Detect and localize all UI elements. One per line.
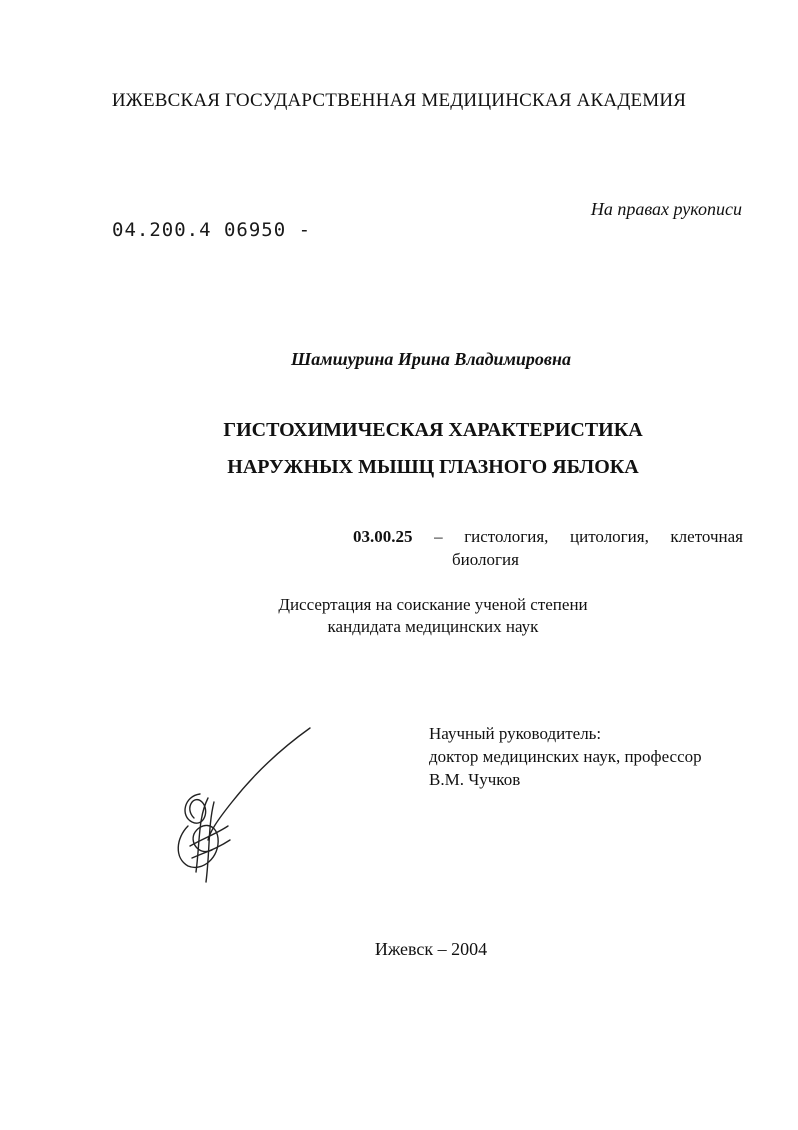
supervisor-label: Научный руководитель:	[429, 724, 602, 743]
rights-note: На правах рукописи	[590, 199, 742, 219]
specialty-word: цитология,	[570, 527, 649, 546]
institution-name: ИЖЕВСКАЯ ГОСУДАРСТВЕННАЯ МЕДИЦИНСКАЯ АКАДЕМИЯ	[111, 90, 687, 111]
signature-handwritten	[170, 722, 315, 887]
supervisor-block	[429, 722, 702, 791]
specialty-code: 03.00.25	[353, 527, 413, 546]
specialty-continuation: биология	[452, 550, 519, 569]
specialty-line	[353, 525, 743, 548]
degree-line: кандидата медицинских наук	[327, 617, 539, 636]
title-line: НАРУЖНЫХ МЫШЦ ГЛАЗНОГО ЯБЛОКА	[227, 456, 639, 478]
supervisor-credentials: доктор медицинских наук, профессор	[429, 747, 702, 766]
specialty-word: гистология,	[464, 527, 549, 546]
specialty-block	[353, 525, 743, 571]
author-name: Шамшурина Ирина Владимировна	[291, 349, 571, 369]
title-line: ГИСТОХИМИЧЕСКАЯ ХАРАКТЕРИСТИКА	[223, 419, 643, 441]
supervisor-name: В.М. Чучков	[429, 770, 521, 789]
city-year: Ижевск – 2004	[374, 939, 488, 959]
registration-stamp: 04.200.4 06950 -	[112, 219, 312, 241]
degree-line: Диссертация на соискание ученой степени	[278, 595, 588, 614]
dissertation-title	[0, 412, 798, 486]
specialty-dash: –	[434, 527, 443, 546]
degree-statement	[0, 594, 798, 638]
specialty-word: клеточная	[670, 527, 743, 546]
